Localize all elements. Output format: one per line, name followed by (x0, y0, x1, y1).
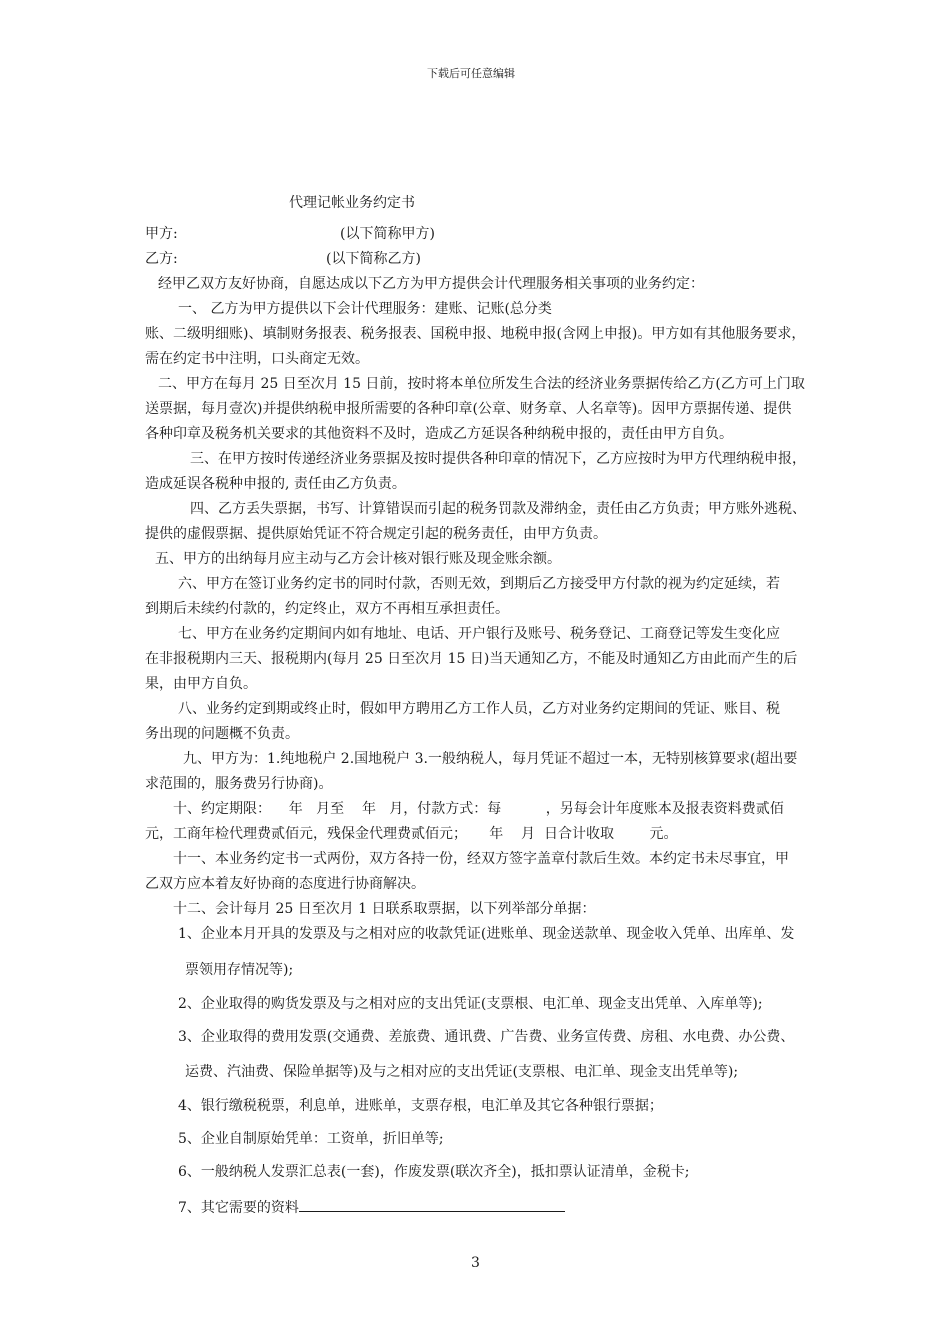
clause-11-line-2: 乙双方应本着友好协商的态度进行协商解决。 (145, 876, 425, 892)
clause-7-line-3: 果，由甲方自负。 (145, 676, 257, 692)
clause-7-line-1: 七、甲方在业务约定期间内如有地址、电话、开户银行及账号、税务登记、工商登记等发生变化应 (178, 626, 780, 642)
clause-1-line-1: 一、 乙方为甲方提供以下会计代理服务：建账、记账(总分类 (178, 301, 552, 317)
list-item-5: 5、企业自制原始凭单：工资单，折旧单等; (178, 1131, 444, 1147)
blank-underline (299, 1198, 565, 1212)
list-item-2: 2、企业取得的购货发票及与之相对应的支出凭证(支票根、电汇单、现金支出凭单、入库单等); (178, 996, 763, 1012)
clause-1-line-2: 账、二级明细账)、填制财务报表、税务报表、国税申报、地税申报(含网上申报)。甲方如有其他服务要求， (145, 326, 806, 342)
clause-6-line-1: 六、甲方在签订业务约定书的同时付款，否则无效，到期后乙方接受甲方付款的视为约定延续，若 (178, 576, 780, 592)
clause-2-line-3: 各种印章及税务机关要求的其他资料不及时，造成乙方延误各种纳税申报的，责任由甲方自负。 (145, 426, 733, 442)
list-item-3-line-2: 运费、汽油费、保险单据等)及与之相对应的支出凭证(支票根、电汇单、现金支出凭单等); (185, 1064, 739, 1080)
clause-4-line-2: 提供的虚假票据、提供原始凭证不符合规定引起的税务责任，由甲方负责。 (145, 526, 607, 542)
clause-7-line-2: 在非报税期内三天、报税期内(每月 25 日至次月 15 日)当天通知乙方，不能及时通知乙方由此而产生的后 (145, 651, 798, 667)
clause-8-line-1: 八、业务约定到期或终止时，假如甲方聘用乙方工作人员，乙方对业务约定期间的凭证、账目、税 (178, 701, 780, 717)
clause-9-line-1: 九、甲方为：1.纯地税户 2.国地税户 3.一般纳税人，每月凭证不超过一本，无特别核算要求(超出要 (183, 751, 798, 767)
clause-11-line-1: 十一、本业务约定书一式两份，双方各持一份，经双方签字盖章付款后生效。本约定书未尽事宜，甲 (173, 851, 789, 867)
list-item-7-label: 7、其它需要的资料 (178, 1200, 299, 1216)
party-b-note: (以下简称乙方) (326, 251, 421, 267)
party-b-label: 乙方: (145, 251, 178, 267)
list-item-1-line-1: 1、企业本月开具的发票及与之相对应的收款凭证(进账单、现金送款单、现金收入凭单、出库单、发 (178, 926, 795, 942)
list-item-6: 6、一般纳税人发票汇总表(一套)，作废发票(联次齐全)，抵扣票认证清单，金税卡; (178, 1164, 690, 1180)
list-item-3-line-1: 3、企业取得的费用发票(交通费、差旅费、通讯费、广告费、业务宣传费、房租、水电费、办公费、 (178, 1029, 795, 1045)
clause-5: 五、甲方的出纳每月应主动与乙方会计核对银行账及现金账余额。 (155, 551, 561, 567)
clause-10-line-1: 十、约定期限： 年 月至 年 月，付款方式：每 ，另每会计年度账本及报表资料费贰佰 (173, 801, 784, 817)
clause-3-line-2: 造成延误各税种申报的, 责任由乙方负责。 (145, 476, 406, 492)
clause-8-line-2: 务出现的问题概不负责。 (145, 726, 299, 742)
clause-3-line-1: 三、在甲方按时传递经济业务票据及按时提供各种印章的情况下，乙方应按时为甲方代理纳税申报， (190, 451, 806, 467)
party-a-label: 甲方: (145, 226, 178, 242)
clause-2-line-1: 二、甲方在每月 25 日至次月 15 日前，按时将本单位所发生合法的经济业务票据传给乙方(乙方可上门取 (158, 376, 805, 392)
clause-1-line-3: 需在约定书中注明，口头商定无效。 (145, 351, 369, 367)
clause-6-line-2: 到期后未续约付款的，约定终止，双方不再相互承担责任。 (145, 601, 509, 617)
party-a-note: (以下简称甲方) (340, 226, 435, 242)
page-header: 下载后可任意编辑 (427, 67, 515, 80)
list-item-1-line-2: 票领用存情况等); (185, 962, 294, 978)
clause-9-line-2: 求范围的，服务费另行协商)。 (145, 776, 333, 792)
clause-12-heading: 十二、会计每月 25 日至次月 1 日联系取票据，以下列举部分单据： (173, 901, 596, 917)
document-title: 代理记帐业务约定书 (289, 195, 415, 211)
clause-4-line-1: 四、乙方丢失票据，书写、计算错误而引起的税务罚款及滞纳金，责任由乙方负责；甲方账外逃税、 (190, 501, 806, 517)
list-item-7 (178, 1198, 565, 1216)
clause-2-line-2: 送票据，每月壹次)并提供纳税申报所需要的各种印章(公章、财务章、人名章等)。因甲方票据传递、提供 (145, 401, 792, 417)
page-number: 3 (471, 1255, 480, 1271)
preamble: 经甲乙双方友好协商，自愿达成以下乙方为甲方提供会计代理服务相关事项的业务约定： (158, 276, 704, 292)
list-item-4: 4、银行缴税税票，利息单，进账单，支票存根，电汇单及其它各种银行票据； (178, 1098, 663, 1114)
clause-10-line-2: 元，工商年检代理费贰佰元，残保金代理费贰佰元； 年 月 日合计收取 元。 (145, 826, 678, 842)
